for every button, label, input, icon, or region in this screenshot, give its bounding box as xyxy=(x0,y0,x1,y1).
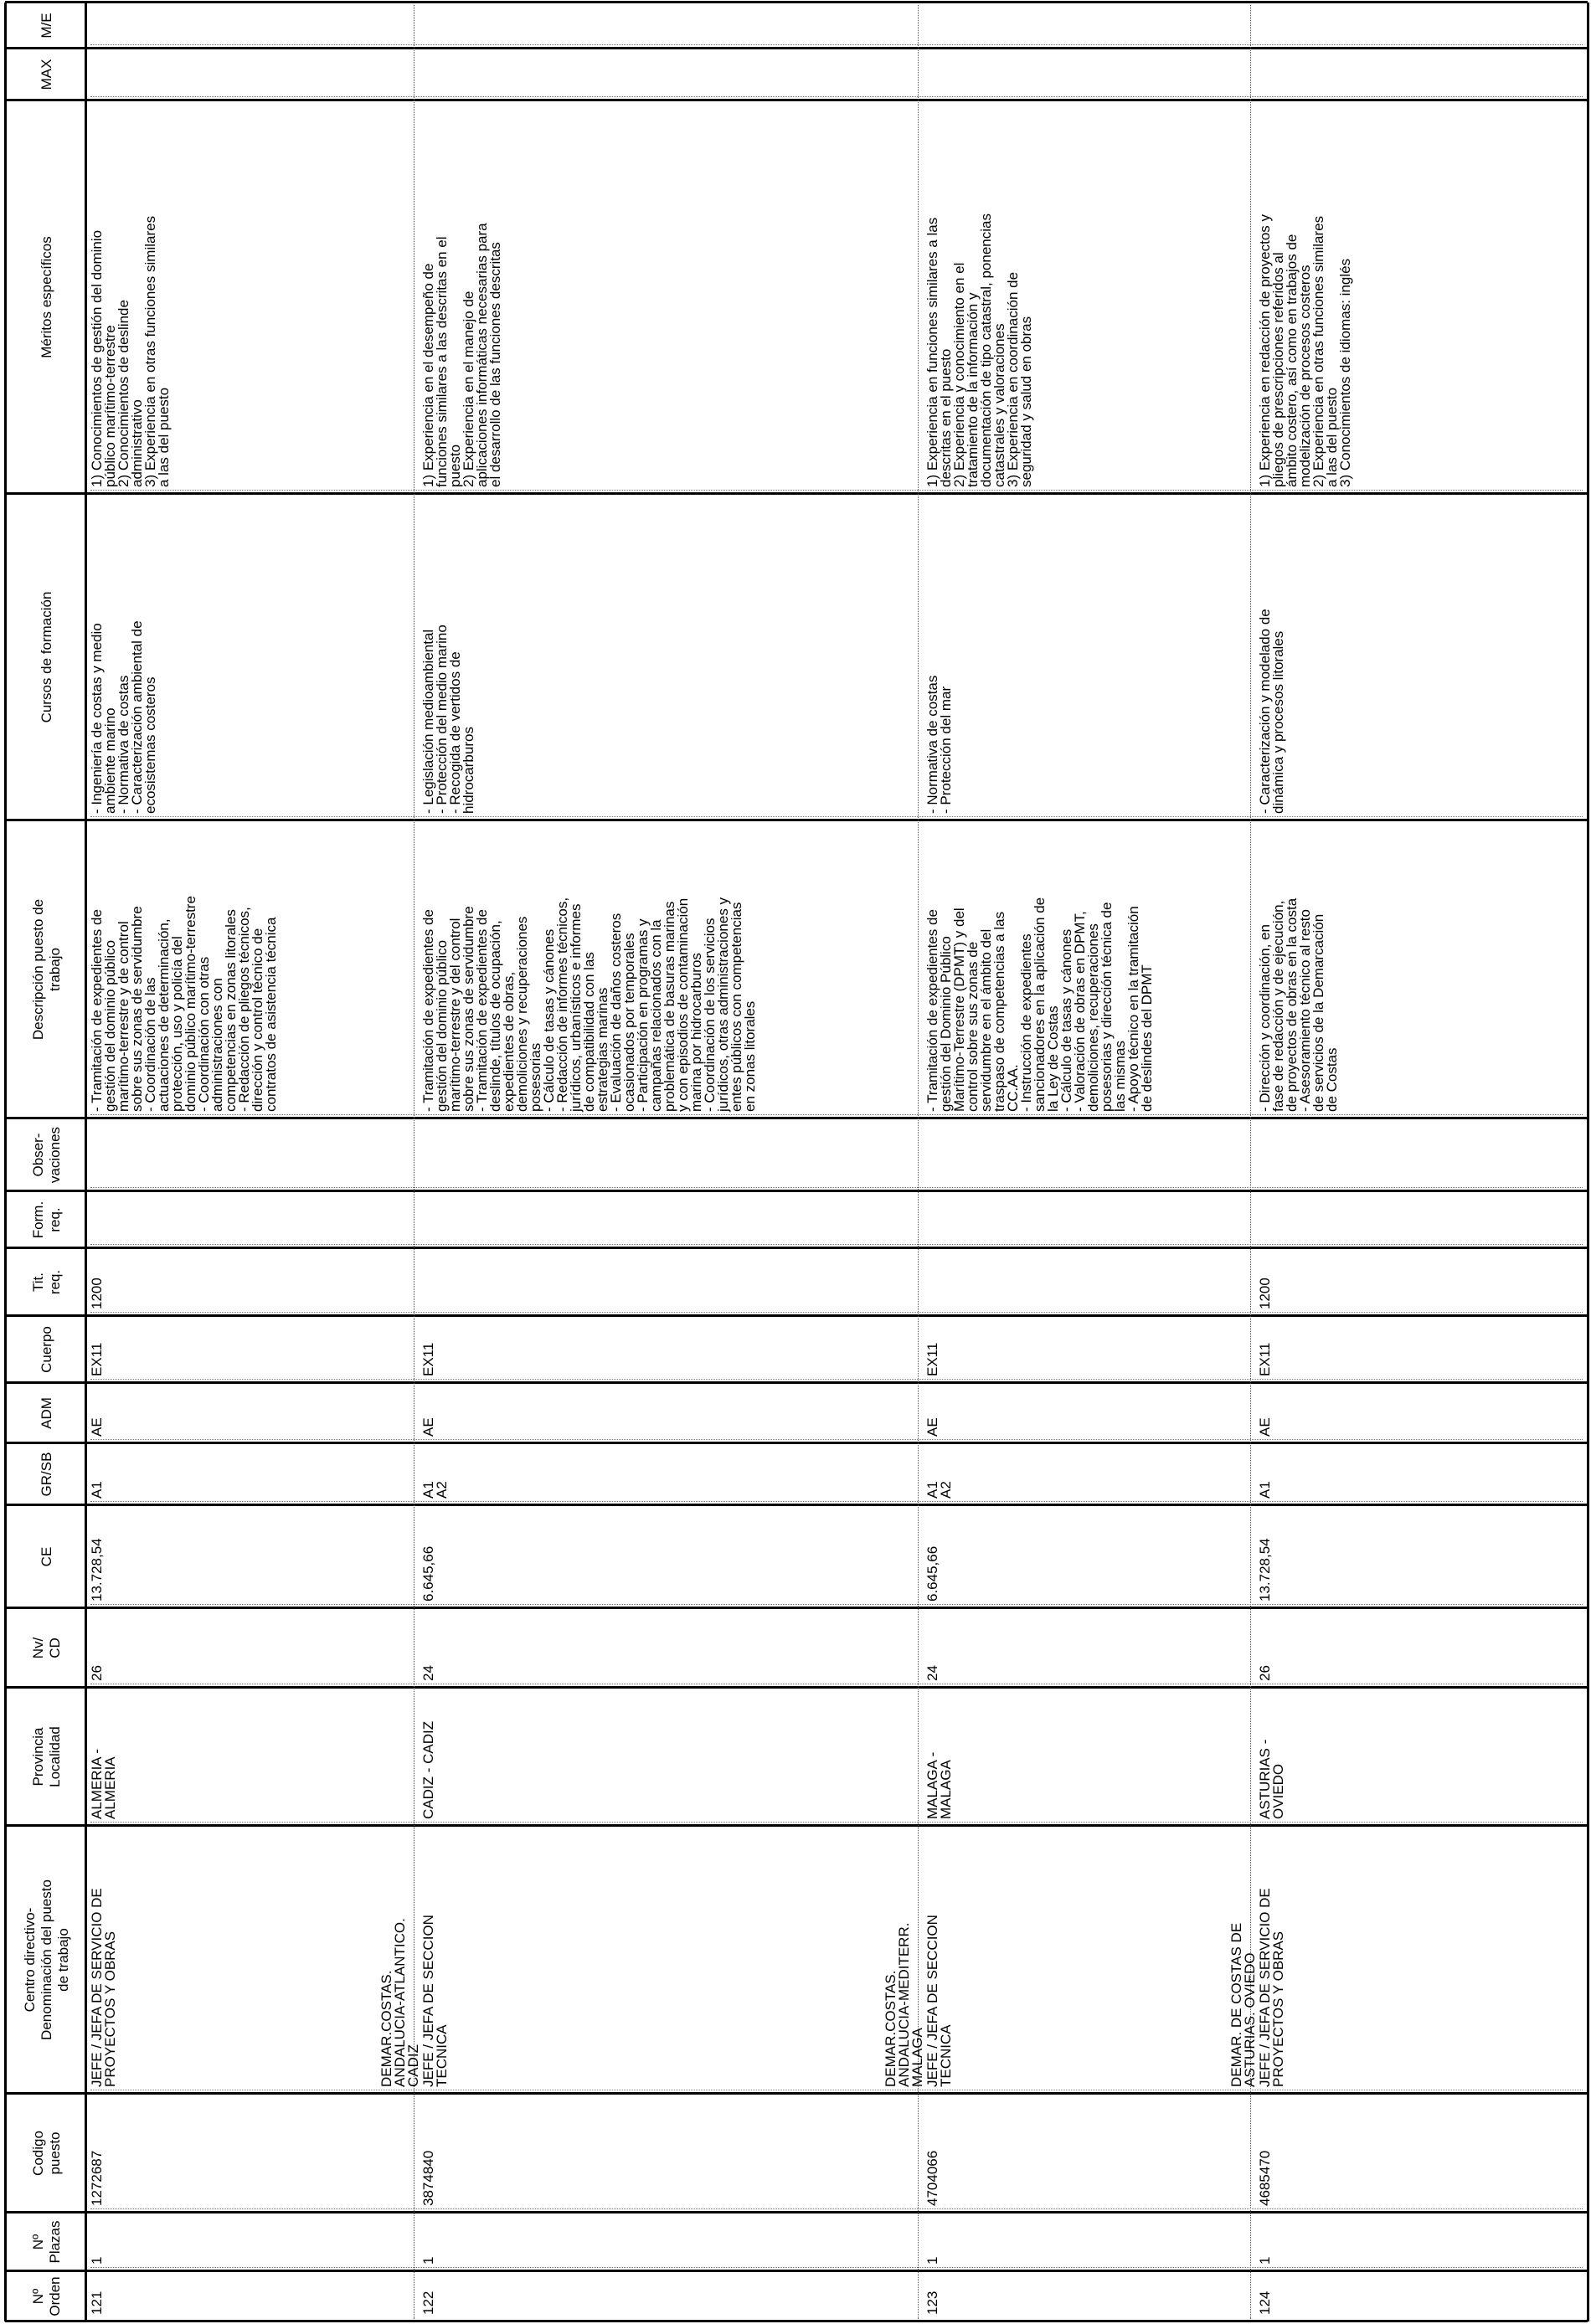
centro-directivo: DEMAR.COSTAS. ANDALUCIA-ATLANTICO. CADIZ xyxy=(378,1918,421,2087)
cell-meritos: 1) Conocimientos de gestión del dominio público marítimo-terrestre 2) Conocimientos de deslinde administrativo 3) Experiencia en otras funciones similares a las del puesto xyxy=(89,215,172,487)
cell-dotted-guide xyxy=(90,1822,1583,1823)
column-divider xyxy=(5,1824,1588,1827)
cell-tit: 1200 xyxy=(89,1278,105,1309)
cell-descripcion: - Tramitación de expedientes de gestión del Dominio Público Marítimo-Terrestre (DPMT) y del control sobre sus zonas de servidumbre en el ámbito del traspaso de competencias a las CC.AA. - Instrucción de expedientes sancionadores en la aplicación de la Ley de Costas - Cálculo de tasas y cánones - Valoración de obras en DPMT, demoliciones, recuperaciones posesorias y dirección técnica de las mismas - Apoyo técnico en la tramitación de deslindes del DPMT xyxy=(924,897,1155,1112)
column-divider xyxy=(5,2320,1588,2322)
column-divider xyxy=(5,1247,1588,1249)
cell-dotted-guide xyxy=(90,44,1583,45)
column-divider xyxy=(5,47,1588,49)
cell-nivel: 26 xyxy=(1257,1665,1273,1681)
cell-adm: AE xyxy=(924,1417,940,1437)
cell-descripcion: - Tramitación de expedientes de gestión del dominio público marítimo-terrestre y del control sobre sus zonas de servidumbre - Tramitación de expedientes de deslinde, títulos de ocupación, expedientes de obras, demoliciones y recuperaciones posesorias - Cálculo de tasas y cánones - Redacción de informes técnicos, jurídicos, urbanísticos e informes de compatibilidad con las estrategias marinas - Evaluación de daños costeros ocasionados por temporales - Participación en programas y campañas relacionados con la problemática de basuras marinas y con episodios de contaminación marina por hidrocarburos - Coordinación de los servicios jurídicos, otras administraciones y entes públicos con competencias en zonas litorales xyxy=(420,897,758,1112)
column-divider xyxy=(5,1190,1588,1192)
cell-cursos: - Normativa de costas - Protección del mar xyxy=(924,675,954,814)
cell-dotted-guide xyxy=(90,96,1583,97)
header-meritos: Méritos específicos xyxy=(39,236,54,358)
column-divider xyxy=(5,2211,1588,2213)
cell-adm: AE xyxy=(89,1417,105,1437)
cell-dotted-guide xyxy=(90,1439,1583,1440)
cell-plazas: 1 xyxy=(89,2256,105,2265)
cell-obs xyxy=(1259,1120,1583,1185)
column-divider xyxy=(5,2092,1588,2095)
cell-plazas: 1 xyxy=(420,2256,436,2265)
cell-dotted-guide xyxy=(90,1312,1583,1313)
header-ce: CE xyxy=(39,1546,54,1567)
cell-tit xyxy=(422,1250,913,1309)
column-divider xyxy=(5,1,1588,3)
cell-centro: JEFE / JEFA DE SERVICIO DE PROYECTOS Y OBRAS xyxy=(89,1888,118,2087)
cell-dotted-guide xyxy=(90,1501,1583,1502)
cell-descripcion: - Dirección y coordinación, en fase de redacción y de ejecución, de proyectos de obras en la costa - Asesoramiento técnico al resto de servicios de la Demarcación de Costas xyxy=(1257,897,1340,1112)
cell-orden: 123 xyxy=(924,2291,940,2315)
cell-plazas: 1 xyxy=(924,2256,940,2265)
cell-cuerpo: EX11 xyxy=(89,1342,105,1376)
row-divider xyxy=(4,3,7,2321)
cell-max xyxy=(1259,50,1583,94)
cell-cursos: - Legislación medioambiental - Protección del medio marino - Recogida de vertidos de hidrocarburos xyxy=(420,625,476,814)
cell-meritos: 1) Experiencia en redacción de proyectos y pliegos de prescripciones referidos al ámbito costero, así como en trabajos de modelización de procesos costeros 2) Experiencia en otras funciones similares a las del puesto 3) Conocimientos de idiomas: inglés xyxy=(1257,213,1353,487)
cell-provincia: ASTURIAS - OVIEDO xyxy=(1257,1739,1286,1819)
header-adm: ADM xyxy=(39,1397,54,1429)
cell-dotted-guide xyxy=(90,490,1583,491)
cell-provincia: ALMERIA - ALMERIA xyxy=(89,1748,118,1819)
cell-dotted-guide xyxy=(90,2267,1583,2268)
cell-nivel: 24 xyxy=(420,1665,436,1681)
header-centro: Centro directivo- Denominación del puesto de trabajo xyxy=(22,1879,71,2040)
cell-centro: JEFE / JEFA DE SECCION TECNICA xyxy=(924,1915,954,2087)
header-max: MAX xyxy=(39,59,54,90)
cell-codigo: 4704066 xyxy=(924,2150,940,2206)
cell-max xyxy=(422,50,913,94)
cell-provincia: MALAGA - MALAGA xyxy=(924,1751,954,1819)
header-cursos: Cursos de formación xyxy=(39,591,54,723)
header-codigo: Codigo puesto xyxy=(30,2131,63,2176)
column-divider xyxy=(5,1314,1588,1317)
cell-form xyxy=(422,1193,913,1242)
cell-plazas: 1 xyxy=(1257,2256,1273,2265)
column-divider xyxy=(5,99,1588,101)
cell-me xyxy=(926,4,1248,42)
cell-orden: 122 xyxy=(420,2291,436,2315)
cell-cursos: - Ingeniería de costas y medio ambiente marino - Normativa de costas - Caracterización ambiental de ecosistemas costeros xyxy=(89,620,158,814)
cell-grsb: A1 A2 xyxy=(924,1481,954,1499)
column-divider xyxy=(5,1607,1588,1609)
header-cuerpo: Cuerpo xyxy=(39,1326,54,1373)
header-nivel: Nv/ CD xyxy=(30,1637,63,1659)
cell-dotted-guide xyxy=(90,1604,1583,1605)
row-divider xyxy=(85,3,87,2321)
header-me: M/E xyxy=(39,13,54,39)
cell-form xyxy=(90,1193,410,1242)
header-tit: Tit. req. xyxy=(30,1269,63,1295)
column-divider xyxy=(5,1686,1588,1689)
cell-dotted-guide xyxy=(90,1379,1583,1380)
header-form: Form. req. xyxy=(30,1201,63,1239)
centro-directivo: DEMAR. DE COSTAS DE ASTURIAS. OVIEDO xyxy=(1228,1922,1258,2087)
header-provincia: Provincia Localidad xyxy=(30,1726,63,1787)
cell-obs xyxy=(422,1120,913,1185)
cell-obs xyxy=(90,1120,410,1185)
cell-form xyxy=(926,1193,1248,1242)
cell-dotted-guide xyxy=(90,1187,1583,1188)
column-divider xyxy=(5,1117,1588,1119)
cell-tit xyxy=(926,1250,1248,1309)
cell-adm: AE xyxy=(420,1417,436,1437)
column-divider xyxy=(5,1381,1588,1384)
cell-dotted-guide xyxy=(90,816,1583,817)
cell-grsb: A1 xyxy=(89,1481,105,1499)
cell-codigo: 1272687 xyxy=(89,2150,105,2206)
column-divider xyxy=(5,1504,1588,1506)
cell-codigo: 3874840 xyxy=(420,2150,436,2206)
header-orden: Nº Orden xyxy=(30,2276,63,2316)
cell-ce: 13.728,54 xyxy=(1257,1538,1273,1602)
cell-form xyxy=(1259,1193,1583,1242)
cell-descripcion: - Tramitación de expedientes de gestión del dominio público marítimo-terrestre y de control sobre sus zonas de servidumbre - Coordinación de las actuaciones de determinación, protección, uso y policía del dominio público marítimo-terrestre - Coordinación con otras administraciones con competencias en zonas litorales - Redacción de pliegos técnicos, dirección y control técnico de contratos de asistencia técnica xyxy=(89,896,279,1112)
cell-tit: 1200 xyxy=(1257,1278,1273,1309)
header-descripcion: Descripción puesto de trabajo xyxy=(30,898,63,1041)
header-plazas: Nº Plazas xyxy=(30,2220,63,2264)
cell-ce: 6.645,66 xyxy=(420,1545,436,1602)
centro-directivo: DEMAR.COSTAS. ANDALUCIA-MEDITERR. MALAGA xyxy=(883,1922,925,2087)
header-obs: Obser- vaciones xyxy=(30,1126,63,1184)
cell-me xyxy=(422,4,913,42)
cell-dotted-guide xyxy=(90,1244,1583,1245)
cell-grsb: A1 A2 xyxy=(420,1481,450,1499)
cell-adm: AE xyxy=(1257,1417,1273,1437)
cell-centro: JEFE / JEFA DE SECCION TECNICA xyxy=(420,1915,450,2087)
cell-provincia: CADIZ - CADIZ xyxy=(420,1720,436,1819)
row-divider xyxy=(1587,3,1589,2321)
cell-cuerpo: EX11 xyxy=(924,1342,940,1376)
cell-obs xyxy=(926,1120,1248,1185)
column-divider xyxy=(5,819,1588,821)
cell-dotted-guide xyxy=(90,1114,1583,1115)
cell-meritos: 1) Experiencia en el desempeño de funciones similares a las descritas en el puesto 2) Experiencia en el manejo de aplicaciones informáticas necesarias para el desarrollo de las funciones descritas xyxy=(420,223,503,487)
cell-max xyxy=(926,50,1248,94)
cell-max xyxy=(90,50,410,94)
header-grsb: GR/SB xyxy=(39,1452,54,1497)
cell-centro: JEFE / JEFA DE SERVICIO DE PROYECTOS Y OBRAS xyxy=(1257,1888,1286,2087)
cell-orden: 124 xyxy=(1257,2291,1273,2315)
cell-dotted-guide xyxy=(90,2208,1583,2209)
cell-me xyxy=(1259,4,1583,42)
cell-codigo: 4685470 xyxy=(1257,2150,1273,2206)
column-divider xyxy=(5,1442,1588,1444)
column-divider xyxy=(5,2270,1588,2272)
cell-cuerpo: EX11 xyxy=(1257,1342,1273,1376)
cell-orden: 121 xyxy=(89,2291,105,2315)
cell-ce: 6.645,66 xyxy=(924,1545,940,1602)
cell-cursos: - Caracterización y modelado de dinámica y procesos litorales xyxy=(1257,609,1286,814)
cell-me xyxy=(90,4,410,42)
column-divider xyxy=(5,492,1588,495)
cell-grsb: A1 xyxy=(1257,1481,1273,1499)
cell-cuerpo: EX11 xyxy=(420,1342,436,1376)
cell-nivel: 26 xyxy=(89,1665,105,1681)
cell-ce: 13.728,54 xyxy=(89,1538,105,1602)
cell-meritos: 1) Experiencia en funciones similares a las descritas en el puesto 2) Experiencia y conocimiento en el tratamiento de la información y documentación de tipo catastral, ponencias catastrales y valoraciones 3) Experiencia en coordinación de seguridad y salud en obras xyxy=(924,213,1034,487)
cell-nivel: 24 xyxy=(924,1665,940,1681)
